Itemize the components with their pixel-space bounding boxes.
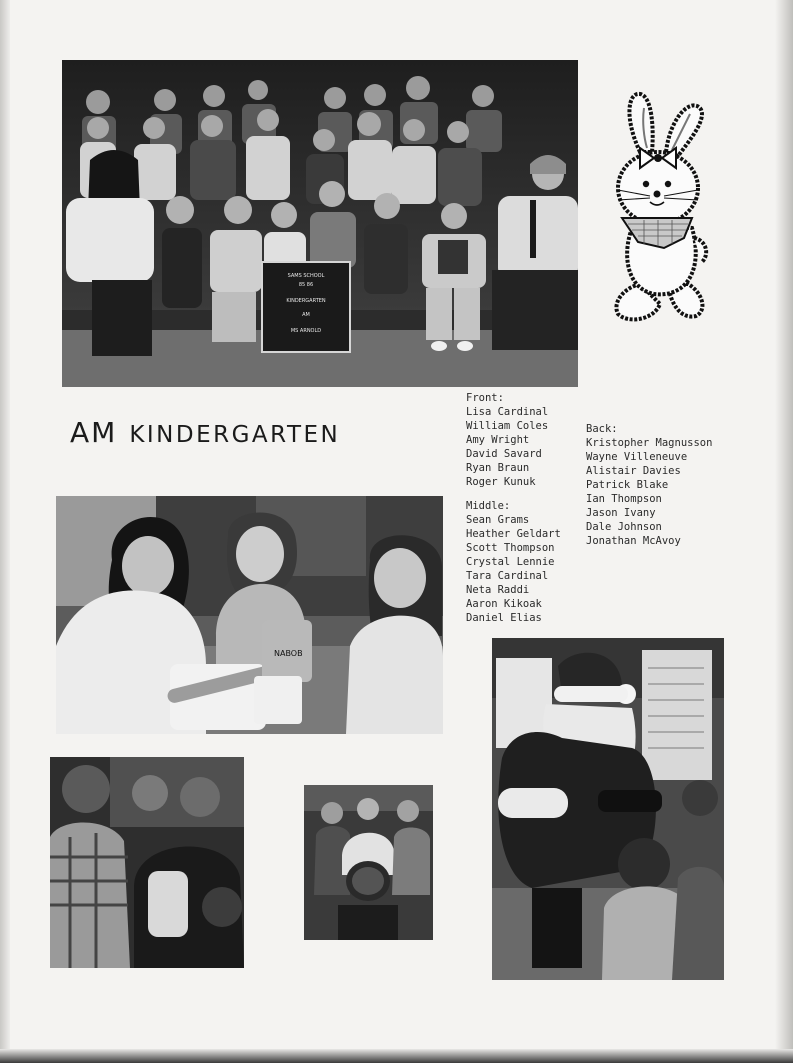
roster-front-label: Front: <box>466 392 504 404</box>
roster-name: David Savard <box>466 448 542 460</box>
page-fold-shadow <box>0 0 10 1063</box>
girls-at-table-photo <box>56 496 443 734</box>
pumpkin-carving-photo <box>304 785 433 940</box>
roster-name: Patrick Blake <box>586 479 669 491</box>
page-bottom-edge <box>0 1049 793 1063</box>
roster-name: Alistair Davies <box>586 465 681 477</box>
roster-middle-label: Middle: <box>466 500 511 512</box>
sign-line-4: AM <box>302 312 310 318</box>
roster-name: Amy Wright <box>466 434 530 446</box>
sign-line-3: KINDERGARTEN <box>286 298 326 304</box>
roster-front-middle <box>466 391 561 625</box>
can-label: NABOB <box>274 649 303 658</box>
roster-name: Jason Ivany <box>586 507 656 519</box>
roster-name: Neta Raddi <box>466 584 530 596</box>
page-heading <box>70 416 430 452</box>
roster-name: Jonathan McAvoy <box>586 535 681 547</box>
children-at-pot-photo <box>50 757 244 968</box>
class-group-photo <box>62 60 578 387</box>
santa-with-children-photo <box>492 638 724 980</box>
sign-line-1: SAMS SCHOOL <box>287 273 325 279</box>
roster-name: Wayne Villeneuve <box>586 451 688 463</box>
roster-name: Aaron Kikoak <box>466 598 542 610</box>
heading-prefix: AM <box>70 416 118 449</box>
roster-name: Dale Johnson <box>586 521 662 533</box>
roster-name: Daniel Elias <box>466 612 542 624</box>
sign-line-2: 85 86 <box>298 282 314 288</box>
bunny-icon <box>604 88 716 330</box>
roster-name: Heather Geldart <box>466 528 561 540</box>
roster-back <box>586 422 712 548</box>
roster-name: Crystal Lennie <box>466 556 555 568</box>
roster-name: Lisa Cardinal <box>466 406 549 418</box>
sign-line-5: MS ARNOLD <box>290 328 322 334</box>
roster-name: Tara Cardinal <box>466 570 549 582</box>
roster-name: Kristopher Magnusson <box>586 437 713 449</box>
page-edge-shadow <box>775 0 793 1063</box>
roster-back-label: Back: <box>586 423 618 435</box>
roster-name: Ryan Braun <box>466 462 530 474</box>
roster-name: Ian Thompson <box>586 493 662 505</box>
roster-name: Roger Kunuk <box>466 476 536 488</box>
roster-name: Sean Grams <box>466 514 530 526</box>
roster-name: William Coles <box>466 420 549 432</box>
heading-title: KINDERGARTEN <box>129 422 341 448</box>
roster-name: Scott Thompson <box>466 542 555 554</box>
